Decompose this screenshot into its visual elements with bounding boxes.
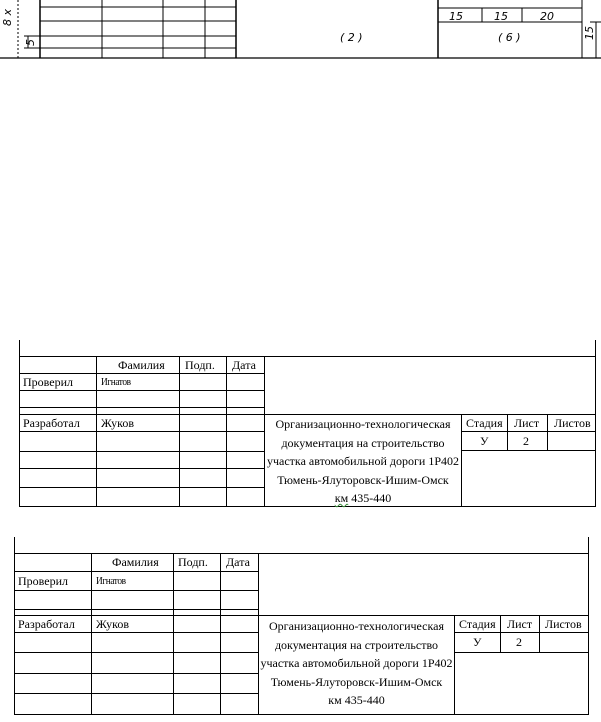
kilometer-range	[259, 691, 454, 710]
right-height-dimension: 15	[583, 26, 596, 40]
title-block-2	[14, 537, 589, 717]
developed-by-label: Разработал	[18, 617, 75, 631]
sheet-value: 2	[523, 434, 529, 448]
header-surname: Фамилия	[112, 555, 159, 569]
document-title-line: документация на строительство	[281, 435, 445, 450]
sheet-value: 2	[516, 635, 522, 649]
document-title-line: Организационно-технологическая	[269, 619, 444, 633]
small-dimension-label: 5	[24, 39, 37, 46]
right-dimension-2: 15	[494, 10, 508, 23]
developed-by-name: Жуков	[96, 617, 130, 631]
km-word: км	[328, 693, 342, 707]
checked-by-name: Игнатов	[96, 575, 126, 587]
title-block-1	[19, 340, 596, 508]
document-title	[265, 415, 461, 508]
document-title	[259, 617, 454, 710]
document-title-line: участка автомобильной дороги 1Р402	[260, 656, 453, 670]
left-dimension-label: 8 х	[1, 8, 14, 26]
document-title-line: Тюмень-Ялуторовск-Ишим-Омск	[270, 674, 443, 689]
right-dimension-3: 20	[540, 10, 554, 23]
right-dimension-1: 15	[449, 10, 463, 23]
checked-by-label: Проверил	[18, 574, 68, 588]
title-block-drawing-fragment	[0, 0, 601, 60]
document-title-line: Тюмень-Ялуторовск-Ишим-Омск	[277, 472, 449, 487]
document-title-line: документация на строительство	[274, 637, 439, 652]
sheet-header: Лист	[514, 416, 540, 430]
stage-header: Стадия	[459, 617, 496, 631]
right-marker-6: ( 6 )	[498, 31, 521, 44]
checked-by-label: Проверил	[23, 375, 73, 389]
stage-header: Стадия	[466, 416, 503, 430]
document-title-line: Организационно-технологическая	[275, 417, 451, 431]
sheet-header: Лист	[507, 617, 533, 631]
sheets-header: Листов	[545, 617, 582, 631]
km-range: 435-440	[348, 491, 392, 505]
km-word: км	[334, 491, 349, 505]
header-date: Дата	[232, 358, 256, 372]
developed-by-label: Разработал	[23, 416, 80, 430]
header-surname: Фамилия	[118, 358, 165, 372]
header-date: Дата	[226, 555, 250, 569]
stage-value: У	[473, 635, 482, 649]
checked-by-name: Игнатов	[101, 376, 131, 388]
developed-by-name: Жуков	[101, 416, 135, 430]
document-title-line: участка автомобильной дороги 1Р402	[266, 454, 459, 468]
header-signature: Подп.	[178, 555, 208, 569]
center-marker-2: ( 2 )	[340, 31, 363, 44]
km-range: 435-440	[341, 693, 385, 707]
header-signature: Подп.	[185, 358, 215, 372]
stage-value: У	[480, 434, 489, 448]
kilometer-range	[265, 489, 461, 508]
sheets-header: Листов	[554, 416, 591, 430]
